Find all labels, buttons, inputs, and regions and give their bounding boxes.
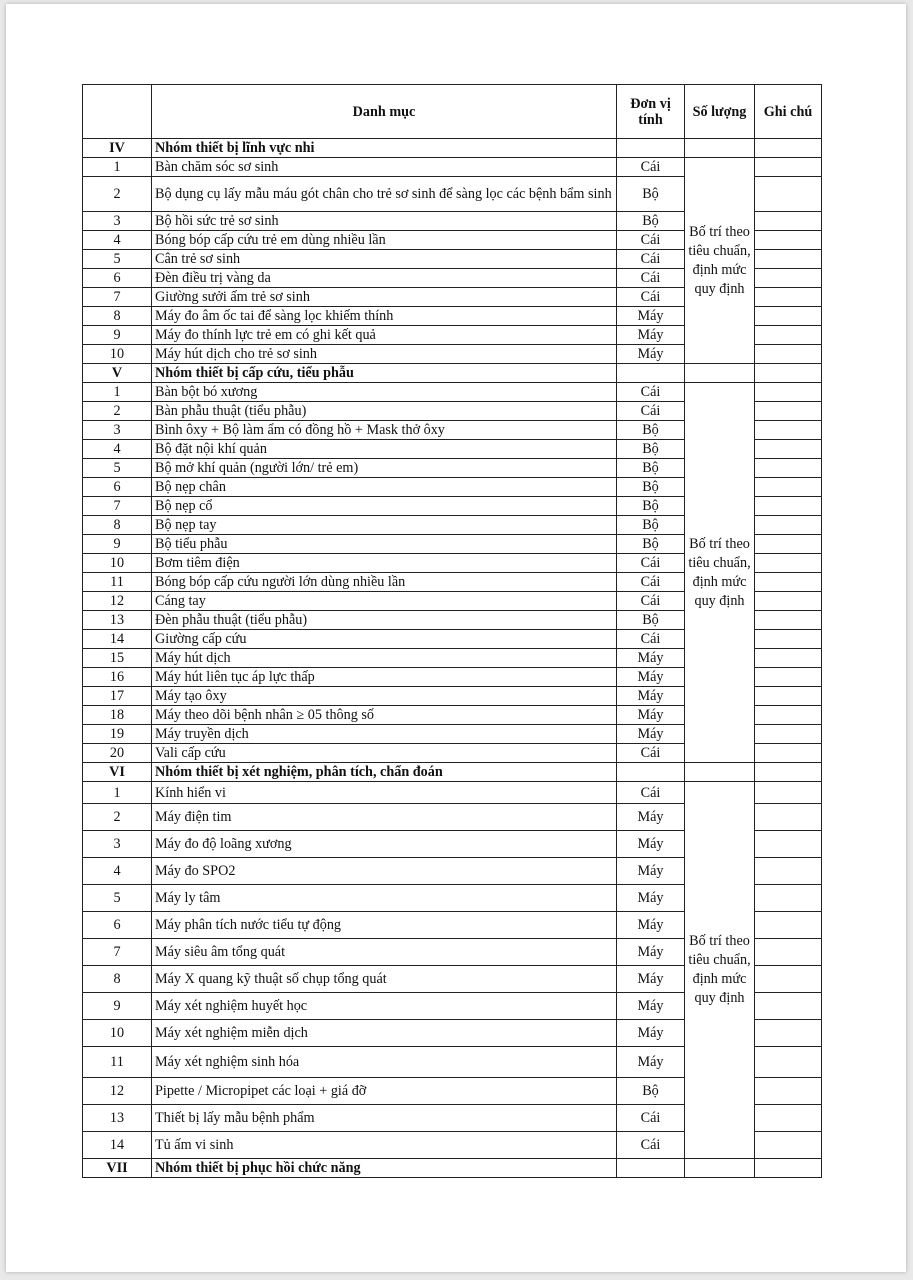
- table-row: [83, 383, 822, 402]
- item-number: 9: [83, 535, 152, 554]
- item-number: 5: [83, 885, 152, 912]
- item-name: Bộ nẹp tay: [152, 516, 617, 535]
- item-name: Giường cấp cứu: [152, 630, 617, 649]
- item-name: Máy theo dõi bệnh nhân ≥ 05 thông số: [152, 706, 617, 725]
- item-unit: Cái: [617, 250, 685, 269]
- item-note-cell: [755, 1020, 822, 1047]
- item-number: 4: [83, 858, 152, 885]
- group-unit-cell: [617, 1159, 685, 1178]
- group-note-cell: [755, 364, 822, 383]
- item-note-cell: [755, 554, 822, 573]
- item-name: Giường sưởi ấm trẻ sơ sinh: [152, 288, 617, 307]
- item-name: Bàn bột bó xương: [152, 383, 617, 402]
- item-unit: Cái: [617, 630, 685, 649]
- item-unit: Máy: [617, 687, 685, 706]
- group-note-cell: [755, 1159, 822, 1178]
- item-note-cell: [755, 421, 822, 440]
- item-unit: Máy: [617, 345, 685, 364]
- table-body: [83, 139, 822, 1178]
- item-number: 8: [83, 307, 152, 326]
- group-note-cell: [755, 139, 822, 158]
- qty-merged-cell: Bố trí theo tiêu chuẩn, định mức quy định: [685, 158, 755, 364]
- header-note: Ghi chú: [755, 85, 822, 139]
- table-header-row: [83, 85, 822, 139]
- item-note-cell: [755, 630, 822, 649]
- item-note-cell: [755, 966, 822, 993]
- group-title: Nhóm thiết bị cấp cứu, tiểu phẫu: [152, 364, 617, 383]
- item-note-cell: [755, 535, 822, 554]
- item-name: Bàn chăm sóc sơ sinh: [152, 158, 617, 177]
- item-unit: Máy: [617, 307, 685, 326]
- item-name: Máy xét nghiệm huyết học: [152, 993, 617, 1020]
- item-number: 3: [83, 421, 152, 440]
- item-number: 10: [83, 554, 152, 573]
- item-unit: Máy: [617, 649, 685, 668]
- item-number: 12: [83, 592, 152, 611]
- item-unit: Bộ: [617, 459, 685, 478]
- item-number: 10: [83, 1020, 152, 1047]
- item-unit: Cái: [617, 573, 685, 592]
- group-title: Nhóm thiết bị lĩnh vực nhi: [152, 139, 617, 158]
- item-unit: Máy: [617, 858, 685, 885]
- item-number: 13: [83, 611, 152, 630]
- item-name: Máy X quang kỹ thuật số chụp tổng quát: [152, 966, 617, 993]
- item-number: 3: [83, 831, 152, 858]
- table-row: [83, 158, 822, 177]
- item-number: 20: [83, 744, 152, 763]
- item-number: 7: [83, 497, 152, 516]
- item-unit: Máy: [617, 966, 685, 993]
- item-name: Máy hút dịch cho trẻ sơ sinh: [152, 345, 617, 364]
- item-unit: Máy: [617, 668, 685, 687]
- item-note-cell: [755, 1078, 822, 1105]
- item-number: 7: [83, 939, 152, 966]
- item-number: 6: [83, 912, 152, 939]
- item-number: 1: [83, 782, 152, 804]
- item-name: Pipette / Micropipet các loại + giá đỡ: [152, 1078, 617, 1105]
- item-name: Bộ hồi sức trẻ sơ sinh: [152, 212, 617, 231]
- item-unit: Máy: [617, 912, 685, 939]
- item-name: Máy hút dịch: [152, 649, 617, 668]
- header-stt: [83, 85, 152, 139]
- item-note-cell: [755, 231, 822, 250]
- item-name: Cân trẻ sơ sinh: [152, 250, 617, 269]
- item-note-cell: [755, 939, 822, 966]
- group-row: [83, 1159, 822, 1178]
- item-number: 8: [83, 516, 152, 535]
- item-note-cell: [755, 459, 822, 478]
- item-name: Đèn điều trị vàng da: [152, 269, 617, 288]
- item-note-cell: [755, 993, 822, 1020]
- item-number: 10: [83, 345, 152, 364]
- item-name: Máy đo độ loãng xương: [152, 831, 617, 858]
- item-name: Máy truyền dịch: [152, 725, 617, 744]
- item-unit: Máy: [617, 939, 685, 966]
- item-unit: Bộ: [617, 421, 685, 440]
- group-note-cell: [755, 763, 822, 782]
- item-number: 17: [83, 687, 152, 706]
- group-code: VII: [83, 1159, 152, 1178]
- qty-merged-cell: Bố trí theo tiêu chuẩn, định mức quy định: [685, 383, 755, 763]
- group-row: [83, 139, 822, 158]
- item-number: 6: [83, 478, 152, 497]
- item-unit: Máy: [617, 1047, 685, 1078]
- item-number: 2: [83, 177, 152, 212]
- item-note-cell: [755, 1047, 822, 1078]
- item-number: 14: [83, 1132, 152, 1159]
- group-row: [83, 364, 822, 383]
- item-name: Máy siêu âm tổng quát: [152, 939, 617, 966]
- item-number: 9: [83, 326, 152, 345]
- item-unit: Cái: [617, 269, 685, 288]
- item-number: 4: [83, 231, 152, 250]
- item-unit: Bộ: [617, 212, 685, 231]
- item-note-cell: [755, 611, 822, 630]
- item-note-cell: [755, 326, 822, 345]
- item-note-cell: [755, 177, 822, 212]
- item-note-cell: [755, 158, 822, 177]
- item-name: Kính hiển vi: [152, 782, 617, 804]
- item-unit: Bộ: [617, 535, 685, 554]
- item-number: 1: [83, 383, 152, 402]
- item-name: Thiết bị lấy mẫu bệnh phẩm: [152, 1105, 617, 1132]
- item-number: 8: [83, 966, 152, 993]
- item-note-cell: [755, 687, 822, 706]
- item-note-cell: [755, 497, 822, 516]
- item-unit: Cái: [617, 782, 685, 804]
- item-note-cell: [755, 250, 822, 269]
- item-name: Bơm tiêm điện: [152, 554, 617, 573]
- group-code: V: [83, 364, 152, 383]
- document-page: [6, 4, 906, 1272]
- qty-merged-cell: Bố trí theo tiêu chuẩn, định mức quy định: [685, 782, 755, 1159]
- item-unit: Cái: [617, 383, 685, 402]
- item-number: 19: [83, 725, 152, 744]
- item-name: Cáng tay: [152, 592, 617, 611]
- item-unit: Cái: [617, 1105, 685, 1132]
- item-note-cell: [755, 516, 822, 535]
- item-number: 4: [83, 440, 152, 459]
- item-unit: Bộ: [617, 497, 685, 516]
- item-name: Đèn phẫu thuật (tiểu phẫu): [152, 611, 617, 630]
- item-note-cell: [755, 383, 822, 402]
- item-note-cell: [755, 725, 822, 744]
- item-note-cell: [755, 706, 822, 725]
- item-unit: Cái: [617, 592, 685, 611]
- item-note-cell: [755, 478, 822, 497]
- item-number: 3: [83, 212, 152, 231]
- item-unit: Cái: [617, 288, 685, 307]
- item-unit: Máy: [617, 885, 685, 912]
- item-note-cell: [755, 212, 822, 231]
- item-name: Máy xét nghiệm sinh hóa: [152, 1047, 617, 1078]
- item-number: 9: [83, 993, 152, 1020]
- item-note-cell: [755, 307, 822, 326]
- item-unit: Cái: [617, 402, 685, 421]
- item-name: Máy xét nghiệm miễn dịch: [152, 1020, 617, 1047]
- group-title: Nhóm thiết bị xét nghiệm, phân tích, chẩn đoán: [152, 763, 617, 782]
- item-note-cell: [755, 912, 822, 939]
- item-note-cell: [755, 744, 822, 763]
- item-name: Bóng bóp cấp cứu người lớn dùng nhiều lần: [152, 573, 617, 592]
- item-unit: Máy: [617, 993, 685, 1020]
- item-number: 7: [83, 288, 152, 307]
- item-unit: Bộ: [617, 516, 685, 535]
- item-unit: Máy: [617, 725, 685, 744]
- item-name: Bình ôxy + Bộ làm ẩm có đồng hồ + Mask thở ôxy: [152, 421, 617, 440]
- item-note-cell: [755, 1132, 822, 1159]
- item-number: 11: [83, 573, 152, 592]
- group-qty-cell: [685, 1159, 755, 1178]
- item-note-cell: [755, 858, 822, 885]
- item-number: 2: [83, 402, 152, 421]
- item-name: Máy đo SPO2: [152, 858, 617, 885]
- item-name: Bộ dụng cụ lấy mẫu máu gót chân cho trẻ sơ sinh để sàng lọc các bệnh bẩm sinh: [152, 177, 617, 212]
- item-name: Bóng bóp cấp cứu trẻ em dùng nhiều lần: [152, 231, 617, 250]
- item-name: Bộ đặt nội khí quản: [152, 440, 617, 459]
- item-note-cell: [755, 592, 822, 611]
- item-unit: Cái: [617, 1132, 685, 1159]
- item-name: Tủ ấm vi sinh: [152, 1132, 617, 1159]
- item-unit: Máy: [617, 831, 685, 858]
- item-name: Bộ tiểu phẫu: [152, 535, 617, 554]
- item-note-cell: [755, 573, 822, 592]
- group-qty-cell: [685, 763, 755, 782]
- item-note-cell: [755, 885, 822, 912]
- item-name: Máy đo thính lực trẻ em có ghi kết quả: [152, 326, 617, 345]
- group-code: VI: [83, 763, 152, 782]
- item-note-cell: [755, 831, 822, 858]
- group-unit-cell: [617, 364, 685, 383]
- group-row: [83, 763, 822, 782]
- item-unit: Bộ: [617, 1078, 685, 1105]
- item-name: Vali cấp cứu: [152, 744, 617, 763]
- item-unit: Bộ: [617, 478, 685, 497]
- group-qty-cell: [685, 139, 755, 158]
- group-qty-cell: [685, 364, 755, 383]
- group-code: IV: [83, 139, 152, 158]
- item-unit: Bộ: [617, 611, 685, 630]
- equipment-table: [82, 84, 822, 1178]
- item-unit: Bộ: [617, 440, 685, 459]
- table-row: [83, 782, 822, 804]
- item-unit: Máy: [617, 706, 685, 725]
- item-number: 16: [83, 668, 152, 687]
- item-number: 2: [83, 804, 152, 831]
- header-unit: Đơn vị tính: [617, 85, 685, 139]
- item-number: 12: [83, 1078, 152, 1105]
- item-note-cell: [755, 1105, 822, 1132]
- group-title: Nhóm thiết bị phục hồi chức năng: [152, 1159, 617, 1178]
- item-note-cell: [755, 345, 822, 364]
- item-name: Máy điện tim: [152, 804, 617, 831]
- header-name: Danh mục: [152, 85, 617, 139]
- item-unit: Cái: [617, 231, 685, 250]
- item-number: 15: [83, 649, 152, 668]
- item-number: 1: [83, 158, 152, 177]
- item-name: Bộ nẹp chân: [152, 478, 617, 497]
- item-note-cell: [755, 288, 822, 307]
- item-note-cell: [755, 402, 822, 421]
- group-unit-cell: [617, 139, 685, 158]
- item-note-cell: [755, 269, 822, 288]
- item-unit: Máy: [617, 1020, 685, 1047]
- item-unit: Cái: [617, 744, 685, 763]
- item-name: Máy đo âm ốc tai để sàng lọc khiếm thính: [152, 307, 617, 326]
- item-note-cell: [755, 440, 822, 459]
- item-name: Máy phân tích nước tiểu tự động: [152, 912, 617, 939]
- item-number: 13: [83, 1105, 152, 1132]
- item-unit: Máy: [617, 326, 685, 345]
- item-number: 6: [83, 269, 152, 288]
- item-note-cell: [755, 782, 822, 804]
- item-name: Bộ nẹp cổ: [152, 497, 617, 516]
- item-unit: Cái: [617, 554, 685, 573]
- item-note-cell: [755, 668, 822, 687]
- item-name: Bộ mở khí quản (người lớn/ trẻ em): [152, 459, 617, 478]
- item-number: 5: [83, 459, 152, 478]
- item-number: 14: [83, 630, 152, 649]
- item-number: 18: [83, 706, 152, 725]
- item-number: 11: [83, 1047, 152, 1078]
- item-note-cell: [755, 649, 822, 668]
- item-number: 5: [83, 250, 152, 269]
- group-unit-cell: [617, 763, 685, 782]
- item-note-cell: [755, 804, 822, 831]
- item-unit: Máy: [617, 804, 685, 831]
- item-unit: Cái: [617, 158, 685, 177]
- item-name: Máy tạo ôxy: [152, 687, 617, 706]
- header-qty: Số lượng: [685, 85, 755, 139]
- item-unit: Bộ: [617, 177, 685, 212]
- item-name: Máy hút liên tục áp lực thấp: [152, 668, 617, 687]
- item-name: Bàn phẫu thuật (tiểu phẫu): [152, 402, 617, 421]
- item-name: Máy ly tâm: [152, 885, 617, 912]
